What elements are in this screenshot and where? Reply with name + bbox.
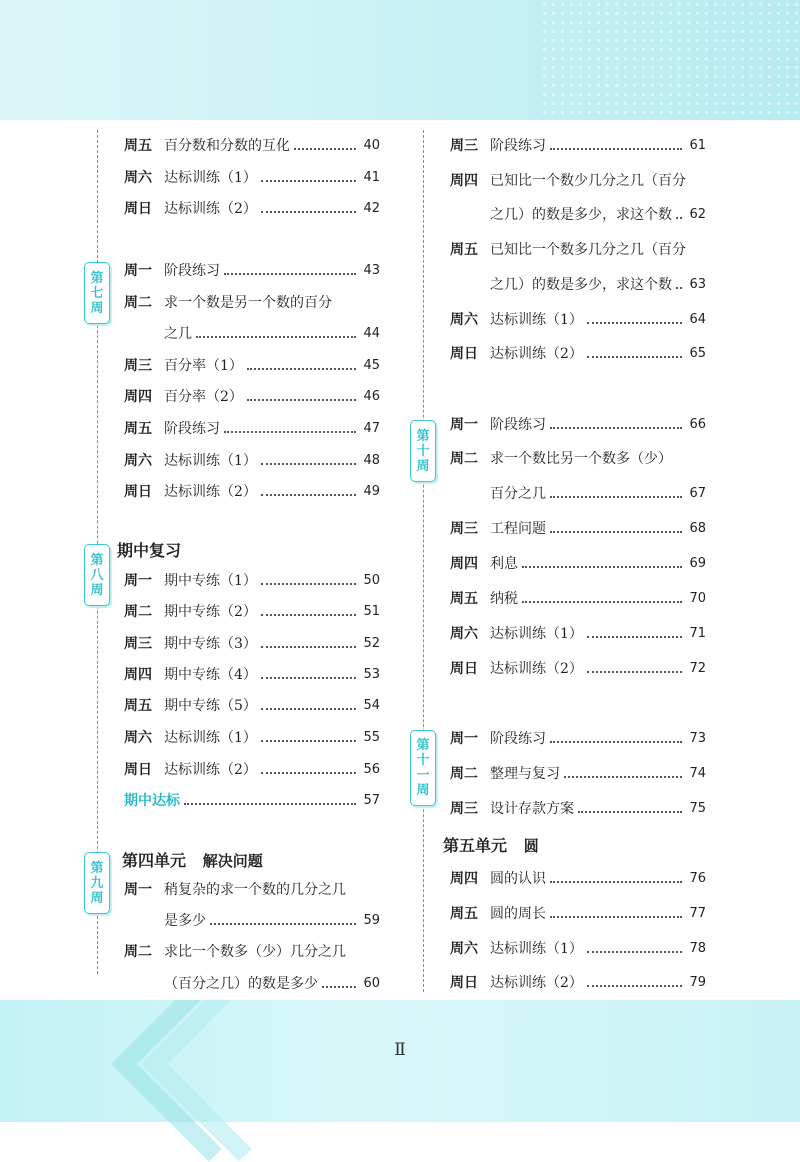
leader-dots (550, 916, 682, 918)
toc-entry-continuation[interactable]: 百分之几 67 (490, 485, 706, 502)
toc-entry[interactable]: 周日 达标训练（2） 65 (450, 345, 706, 362)
toc-entry[interactable]: 周日 达标训练（2） 49 (124, 483, 380, 500)
leader-dots (550, 148, 682, 150)
toc-entry[interactable]: 周一 阶段练习 73 (450, 730, 706, 747)
leader-dots (261, 677, 356, 679)
toc-entry[interactable]: 周四 已知比一个数少几分之几（百分 (450, 173, 686, 189)
toc-entry[interactable]: 周一 阶段练习 66 (450, 416, 706, 433)
top-decorative-band (0, 0, 800, 120)
toc-entry[interactable]: 周二 求一个数是另一个数的百分 (124, 295, 332, 311)
leader-dots (578, 811, 682, 813)
toc-entry[interactable]: 周二 期中专练（2） 51 (124, 603, 380, 620)
toc-entry[interactable]: 周六 达标训练（1） 55 (124, 729, 380, 746)
toc-entry-continuation[interactable]: 之几 44 (164, 325, 380, 342)
leader-dots (550, 531, 682, 533)
leader-dots (261, 614, 356, 616)
leader-dots (261, 211, 356, 213)
leader-dots (261, 583, 356, 585)
toc-entry-continuation[interactable]: 是多少 59 (164, 912, 380, 929)
leader-dots (587, 356, 682, 358)
toc-entry[interactable]: 周三 期中专练（3） 52 (124, 635, 380, 652)
leader-dots (587, 322, 682, 324)
section-heading-midterm-review: 期中复习 (117, 541, 182, 560)
leader-dots (322, 986, 356, 988)
toc-entry[interactable]: 周日 达标训练（2） 72 (450, 660, 706, 677)
toc-entry[interactable]: 周日 达标训练（2） 42 (124, 200, 380, 217)
toc-entry[interactable]: 周二 求一个数比另一个数多（少） (450, 451, 672, 467)
toc-entry[interactable]: 周日 达标训练（2） 79 (450, 974, 706, 991)
week-tab-8[interactable]: 第 八 周 (84, 544, 110, 606)
toc-entry[interactable]: 周一 期中专练（1） 50 (124, 572, 380, 589)
page-number: Ⅱ (394, 1040, 406, 1060)
leader-dots (261, 708, 356, 710)
toc-entry-continuation[interactable]: 之几）的数是多少，求这个数 62 (490, 206, 706, 223)
toc-entry-midterm-assessment[interactable]: 期中达标 57 (124, 792, 380, 809)
toc-entry[interactable]: 周四 期中专练（4） 53 (124, 666, 380, 683)
leader-dots (247, 399, 356, 401)
leader-dots (184, 803, 356, 805)
leader-dots (587, 951, 682, 953)
week-tab-9[interactable]: 第 九 周 (84, 852, 110, 914)
leader-dots (550, 881, 682, 883)
toc-entry-continuation[interactable]: 之几）的数是多少，求这个数 63 (490, 276, 706, 293)
week-tab-11[interactable]: 第 十 一 周 (410, 730, 436, 806)
toc-entry[interactable]: 周五 期中专练（5） 54 (124, 697, 380, 714)
right-column-line (423, 130, 424, 992)
leader-dots (676, 287, 682, 289)
toc-entry[interactable]: 周六 达标训练（1） 64 (450, 311, 706, 328)
toc-entry[interactable]: 周四 圆的认识 76 (450, 870, 706, 887)
leader-dots (550, 427, 682, 429)
toc-entry[interactable]: 周日 达标训练（2） 56 (124, 761, 380, 778)
leader-dots (550, 496, 682, 498)
toc-entry[interactable]: 周五 百分数和分数的互化 40 (124, 137, 380, 154)
leader-dots (261, 494, 356, 496)
toc-entry[interactable]: 周六 达标训练（1） 71 (450, 625, 706, 642)
leader-dots (247, 368, 356, 370)
leader-dots (210, 923, 356, 925)
leader-dots (261, 463, 356, 465)
toc-entry[interactable]: 周一 稍复杂的求一个数的几分之几 (124, 882, 346, 898)
leader-dots (522, 566, 682, 568)
toc-entry[interactable]: 周三 工程问题 68 (450, 520, 706, 537)
unit-4-heading: 第四单元 解决问题 (122, 851, 263, 870)
toc-entry[interactable]: 周六 达标训练（1） 41 (124, 169, 380, 186)
leader-dots (587, 985, 682, 987)
leader-dots (261, 180, 356, 182)
toc-entry[interactable]: 周五 圆的周长 77 (450, 905, 706, 922)
leader-dots (261, 772, 356, 774)
leader-dots (224, 273, 356, 275)
toc-entry[interactable]: 周五 阶段练习 47 (124, 420, 380, 437)
leader-dots (261, 740, 356, 742)
leader-dots (522, 601, 682, 603)
toc-entry[interactable]: 周四 利息 69 (450, 555, 706, 572)
toc-entry[interactable]: 周五 已知比一个数多几分之几（百分 (450, 242, 686, 258)
leader-dots (676, 217, 682, 219)
toc-entry[interactable]: 周六 达标训练（1） 48 (124, 452, 380, 469)
leader-dots (294, 148, 356, 150)
toc-entry[interactable]: 周二 整理与复习 74 (450, 765, 706, 782)
toc-entry[interactable]: 周二 求比一个数多（少）几分之几 (124, 944, 346, 960)
leader-dots (196, 336, 356, 338)
leader-dots (587, 671, 682, 673)
week-tab-10[interactable]: 第 十 周 (410, 420, 436, 482)
leader-dots (564, 776, 682, 778)
toc-entry[interactable]: 周四 百分率（2） 46 (124, 388, 380, 405)
leader-dots (224, 431, 356, 433)
leader-dots (261, 646, 356, 648)
toc-entry[interactable]: 周三 阶段练习 61 (450, 137, 706, 154)
toc-entry[interactable]: 周五 纳税 70 (450, 590, 706, 607)
toc-entry-continuation[interactable]: （百分之几）的数是多少 60 (164, 975, 380, 992)
leader-dots (550, 741, 682, 743)
toc-entry[interactable]: 周三 设计存款方案 75 (450, 800, 706, 817)
dot-pattern (540, 0, 800, 120)
toc-entry[interactable]: 周六 达标训练（1） 78 (450, 940, 706, 957)
week-tab-7[interactable]: 第 七 周 (84, 262, 110, 324)
toc-entry[interactable]: 周三 百分率（1） 45 (124, 357, 380, 374)
leader-dots (587, 636, 682, 638)
toc-entry[interactable]: 周一 阶段练习 43 (124, 262, 380, 279)
unit-5-heading: 第五单元 圆 (443, 836, 539, 855)
